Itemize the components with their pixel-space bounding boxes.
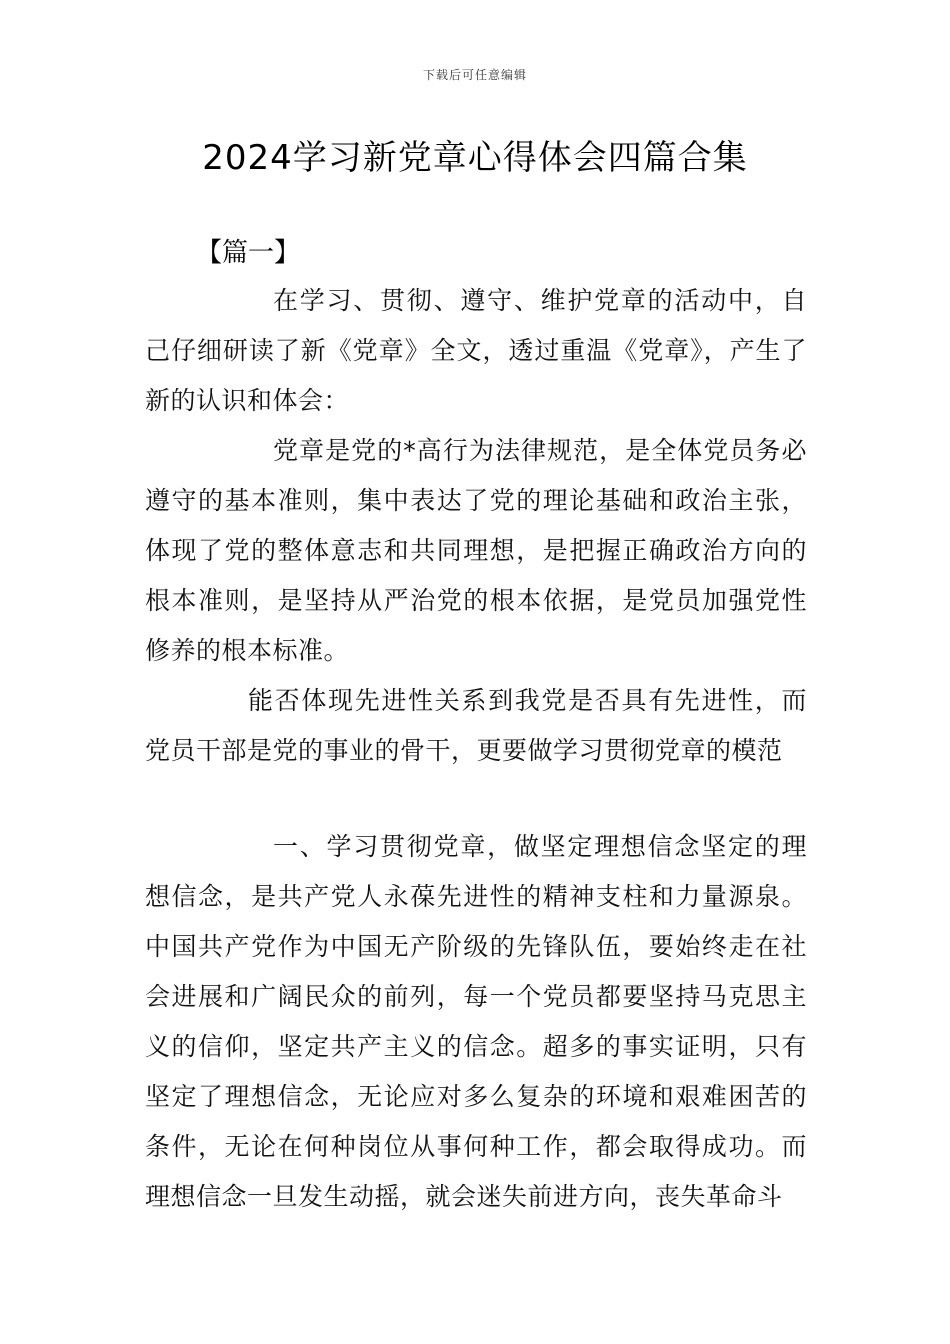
page-title: 2024学习新党章心得体会四篇合集 <box>202 138 748 178</box>
paragraph-3: 能否体现先进性关系到我党是否具有先进性，而党员干部是党的事业的骨干，更要做学习贯彻党章的模范 <box>145 686 807 765</box>
paragraph-2: 党章是党的*高行为法律规范，是全体党员务必遵守的基本准则，集中表达了党的理论基础和政治主张，体现了党的整体意志和共同理想，是把握正确政治方向的根本准则，是坚持从严治党的根本依据，是党员加强党性修养的根本标准。 <box>145 436 807 665</box>
paragraph-2-block <box>145 426 807 676</box>
paragraph-3-block <box>145 676 807 776</box>
paragraph-4: 一、学习贯彻党章，做坚定理想信念坚定的理想信念，是共产党人永葆先进性的精神支柱和力量源泉。中国共产党作为中国无产阶级的先锋队伍，要始终走在社会进展和广阔民众的前列，每一个党员都要坚持马克思主义的信仰，坚定共产主义的信念。超多的事实证明，只有坚定了理想信念，无论应对多么复杂的环境和艰难困苦的条件，无论在何种岗位从事何种工作，都会取得成功。而理想信念一旦发生动摇，就会迷失前进方向，丧失革命斗 <box>145 832 807 1211</box>
paragraph-1-block <box>145 276 807 426</box>
section-label: 【篇一】 <box>196 238 301 268</box>
paragraph-1: 在学习、贯彻、遵守、维护党章的活动中，自己仔细研读了新《党章》全文，透过重温《党章》，产生了新的认识和体会： <box>145 286 807 415</box>
header-note: 下载后可任意编辑 <box>422 68 527 82</box>
paragraph-4-block <box>145 822 807 1222</box>
